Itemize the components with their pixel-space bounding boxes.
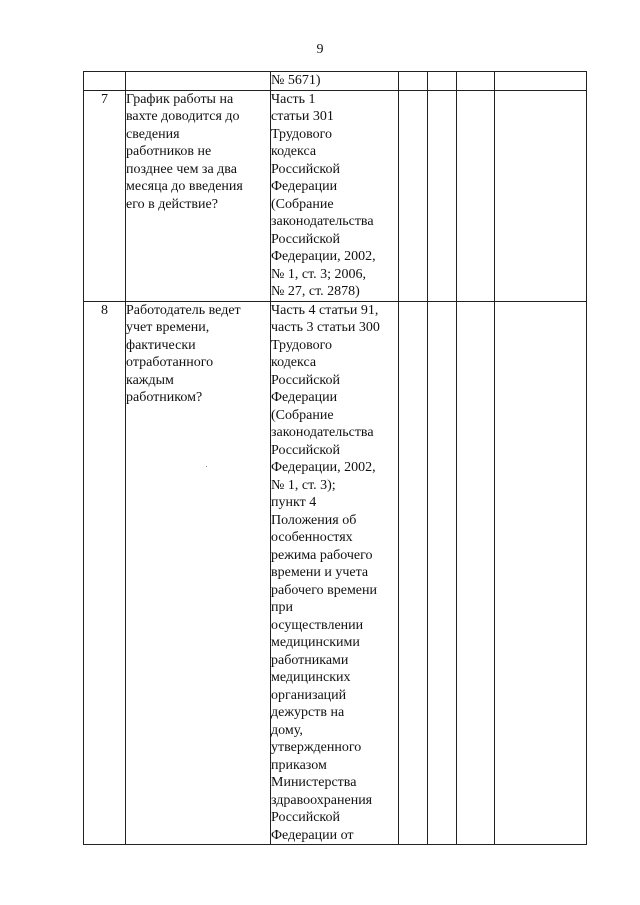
reference-line: Министерства <box>271 775 357 790</box>
answer-yes-cell <box>399 72 428 91</box>
reference-line: рабочего времени <box>271 582 378 598</box>
question-line: работников не <box>126 144 212 159</box>
reference-line: (Собрание <box>271 196 334 212</box>
reference-line: здравоохранения <box>271 792 373 808</box>
answer-yes-cell <box>399 90 428 301</box>
question-line: учет времени, <box>126 320 210 335</box>
reference-line: дежурств на <box>271 705 345 720</box>
reference-line: № 5671) <box>271 73 321 88</box>
reference-line: утвержденного <box>271 740 362 755</box>
reference-line: Российской <box>271 442 340 458</box>
reference-cell <box>271 90 399 301</box>
reference-line: Трудового <box>271 337 332 353</box>
question-line: отработанного <box>126 355 214 370</box>
reference-line: № 27, ст. 2878) <box>271 284 360 299</box>
question-line: работником? <box>126 390 203 405</box>
reference-line: Федерации, 2002, <box>271 460 376 475</box>
number-cell: 8 <box>84 301 126 845</box>
question-line: Работодатель ведет <box>126 302 241 318</box>
question-cell <box>126 72 271 91</box>
reference-line: Часть 1 <box>271 91 316 107</box>
reference-line: законодательства <box>271 425 374 440</box>
question-line: позднее чем за два <box>126 161 237 177</box>
reference-line: Трудового <box>271 126 332 142</box>
reference-line: часть 3 статьи 300 <box>271 320 380 335</box>
answer-na-cell <box>457 301 495 845</box>
reference-line: Часть 4 статьи 91, <box>271 302 379 318</box>
reference-line: особенностях <box>271 530 353 545</box>
reference-line: законодательства <box>271 214 374 229</box>
notes-cell <box>495 90 587 301</box>
reference-line: Российской <box>271 161 340 177</box>
reference-line: Российской <box>271 810 340 825</box>
question-line: фактически <box>126 337 196 353</box>
reference-line: Федерации, 2002, <box>271 249 376 264</box>
reference-line: Положения об <box>271 512 357 528</box>
reference-line: осуществлении <box>271 617 364 633</box>
reference-line: медицинскими <box>271 635 360 650</box>
answer-no-cell <box>428 90 457 301</box>
checklist-table <box>83 71 587 845</box>
reference-cell <box>271 301 399 845</box>
question-line: месяца до введения <box>126 179 243 194</box>
answer-no-cell <box>428 301 457 845</box>
notes-cell <box>495 72 587 91</box>
reference-line: Российской <box>271 372 340 388</box>
reference-line: работниками <box>271 652 349 668</box>
table-row-7 <box>84 90 587 301</box>
table-row-continued <box>84 72 587 91</box>
number-cell: 7 <box>84 90 126 301</box>
reference-line: кодекса <box>271 144 317 159</box>
reference-line: времени и учета <box>271 565 369 580</box>
reference-line: № 1, ст. 3; 2006, <box>271 266 367 282</box>
reference-line: организаций <box>271 687 347 703</box>
reference-line: (Собрание <box>271 407 334 423</box>
question-line: сведения <box>126 126 180 142</box>
reference-line: статьи 301 <box>271 109 334 124</box>
reference-line: режима рабочего <box>271 547 373 563</box>
question-cell <box>126 90 271 301</box>
reference-line: медицинских <box>271 670 351 685</box>
page-number: 9 <box>316 42 324 57</box>
reference-line: пункт 4 <box>271 495 317 510</box>
reference-line: Федерации <box>271 179 338 194</box>
answer-na-cell <box>457 90 495 301</box>
reference-line: № 1, ст. 3); <box>271 477 336 493</box>
number-cell <box>84 72 126 91</box>
reference-line: приказом <box>271 757 327 773</box>
question-line: каждым <box>126 372 174 388</box>
reference-line: кодекса <box>271 355 317 370</box>
reference-cell <box>271 72 399 91</box>
reference-line: Федерации <box>271 390 338 405</box>
reference-line: Федерации от <box>271 827 354 843</box>
reference-line: дому, <box>271 722 303 738</box>
question-line: его в действие? <box>126 196 218 212</box>
scan-speck <box>206 466 207 467</box>
table-row-8 <box>84 301 587 845</box>
answer-no-cell <box>428 72 457 91</box>
question-line: вахте доводится до <box>126 109 240 124</box>
reference-line: при <box>271 600 293 615</box>
question-cell <box>126 301 271 845</box>
notes-cell <box>495 301 587 845</box>
reference-line: Российской <box>271 231 340 247</box>
question-line: График работы на <box>126 91 234 107</box>
answer-na-cell <box>457 72 495 91</box>
answer-yes-cell <box>399 301 428 845</box>
